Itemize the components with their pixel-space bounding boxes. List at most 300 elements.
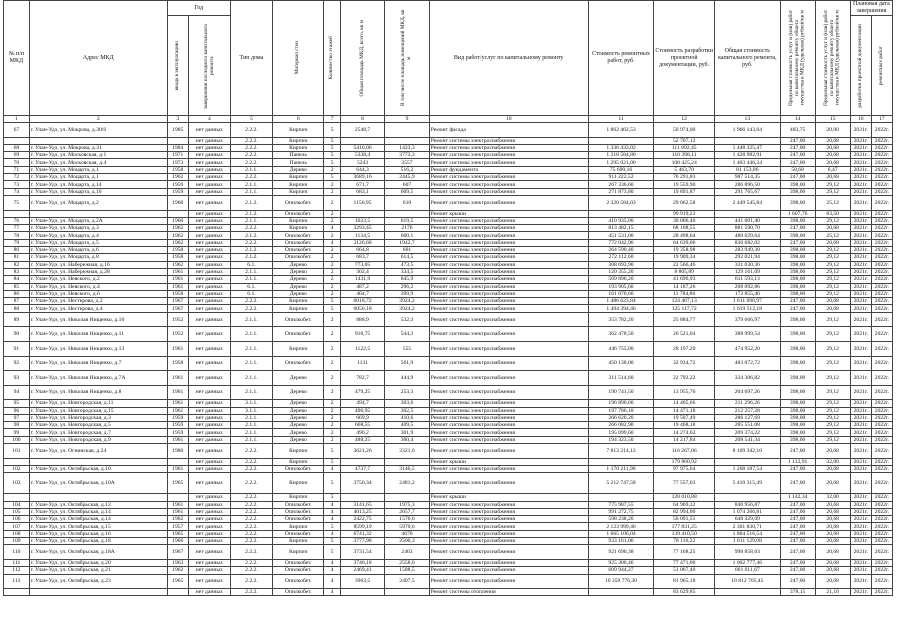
- cost-total: 1 268 187,54: [715, 465, 781, 472]
- address: г. Улан-Удэ, ул. Моцарта, д.4: [29, 232, 167, 239]
- unit-cost: 247,00: [780, 545, 815, 560]
- table-row: [4, 261, 893, 268]
- year-commission: 1980: [167, 444, 188, 459]
- work-type: Ремонт фасада: [429, 123, 588, 138]
- year-repair: нет данных: [188, 458, 230, 465]
- plan-works: 2022г.: [871, 385, 892, 400]
- wall-material: Опилкобет.: [273, 501, 324, 508]
- wall-material: Дерево: [273, 422, 324, 429]
- house-type: 2.1.1.: [230, 276, 272, 283]
- house-type: 2.1.1.: [230, 181, 272, 188]
- plan-works: 2022г.: [871, 508, 892, 515]
- year-commission: 1961: [167, 508, 188, 515]
- total-area: 3126,68: [340, 239, 384, 246]
- year-commission: 1961: [167, 436, 188, 443]
- house-type: 2.1.1.: [230, 188, 272, 195]
- unit-cost: 247,00: [780, 530, 815, 537]
- header-cost-works: Стоимость ремонтных работ, руб.: [588, 1, 654, 116]
- cost-total: 331 030,36: [715, 261, 781, 268]
- cost-design: 97 975,64: [654, 465, 715, 472]
- floors: 2: [324, 327, 340, 342]
- house-type: 2.2.2.: [230, 508, 272, 515]
- cost-design: 50 091,51: [654, 516, 715, 523]
- year-commission: 1984: [167, 144, 188, 151]
- work-type: Ремонт системы электроснабжения: [429, 305, 588, 312]
- row-number: 75: [4, 195, 30, 210]
- plan-design: 2021г.: [850, 429, 871, 436]
- floors: 5: [324, 494, 340, 501]
- year-repair: нет данных: [188, 144, 230, 151]
- address: г. Улан-Удэ, ул. Моцарта, д.1: [29, 174, 167, 181]
- living-area: [385, 123, 429, 138]
- unit-cost: 398,00: [780, 290, 815, 297]
- wall-material: Кирпич: [273, 144, 324, 151]
- wall-material: Опилкобет.: [273, 356, 324, 371]
- year-repair: нет данных: [188, 414, 230, 421]
- year-commission: 1961: [167, 385, 188, 400]
- year-commission: 1952: [167, 327, 188, 342]
- table-row: [4, 341, 893, 356]
- floors: 4: [324, 465, 340, 472]
- total-area: 8599,19: [340, 523, 384, 530]
- column-number: 2: [29, 116, 167, 123]
- year-repair: нет данных: [188, 407, 230, 414]
- house-type: 2.2.2.: [230, 159, 272, 166]
- living-area: 2176: [385, 225, 429, 232]
- address: г. Улан-Удэ, ул. Николая Нищенко, д.11: [29, 327, 167, 342]
- cost-works: 2 123 999,46: [588, 523, 654, 530]
- cost-works: 911 222,52: [588, 174, 654, 181]
- unit-cost-2: 29,12: [815, 414, 850, 421]
- work-type: Ремонт фундамента: [429, 166, 588, 173]
- work-type: Ремонт системы электроснабжения: [429, 508, 588, 515]
- year-commission: 1957: [167, 523, 188, 530]
- living-area: 1975,3: [385, 501, 429, 508]
- column-number: 12: [654, 116, 715, 123]
- cost-total: 840 956,87: [715, 501, 781, 508]
- work-type: Ремонт системы электроснабжения: [429, 371, 588, 386]
- address: г. Улан-Удэ, ул. Новгородская, д.3: [29, 414, 167, 421]
- total-area: 3750,34: [340, 473, 384, 494]
- total-area: 664,8: [340, 247, 384, 254]
- table-row: [4, 574, 893, 589]
- living-area: 2407,5: [385, 574, 429, 589]
- table-row: [4, 174, 893, 181]
- unit-cost-2: 20,68: [815, 567, 850, 574]
- house-type: 2.2.2.: [230, 574, 272, 589]
- living-area: 555: [385, 341, 429, 356]
- plan-design: 2021г.: [850, 473, 871, 494]
- living-area: 1423,3: [385, 144, 429, 151]
- plan-design: 2021г.: [850, 195, 871, 210]
- year-commission: 1961: [167, 268, 188, 275]
- unit-cost: 247,00: [780, 305, 815, 312]
- wall-material: Кирпич: [273, 473, 324, 494]
- floors: 5: [324, 545, 340, 560]
- table-row: [4, 195, 893, 210]
- unit-cost: 247,00: [780, 144, 815, 151]
- total-area: 404,7: [340, 290, 384, 297]
- row-number: [4, 137, 30, 144]
- cost-total: 1 448 325,47: [715, 144, 781, 151]
- unit-cost: 398,00: [780, 181, 815, 188]
- row-number: 91: [4, 341, 30, 356]
- living-area: 300,4: [385, 436, 429, 443]
- address: г. Улан-Удэ, ул. Мокрова, д.30/6: [29, 123, 167, 138]
- work-type: Ремонт крыши: [429, 210, 588, 217]
- address: г. Улан-Удэ, ул. Моцарта, д.16: [29, 188, 167, 195]
- plan-works: 2022г.: [871, 217, 892, 224]
- unit-cost: 247,00: [780, 159, 815, 166]
- wall-material: Опилкобет.: [273, 574, 324, 589]
- table-row: [4, 217, 893, 224]
- plan-works: 2022г.: [871, 414, 892, 421]
- unit-cost-2: 20,68: [815, 574, 850, 589]
- total-area: 669,9: [340, 414, 384, 421]
- year-commission: 1962: [167, 567, 188, 574]
- table-row: [4, 494, 893, 501]
- unit-cost-2: 25,12: [815, 232, 850, 239]
- table-row: [4, 188, 893, 195]
- column-number: 5: [230, 116, 272, 123]
- year-repair: нет данных: [188, 436, 230, 443]
- year-repair: нет данных: [188, 341, 230, 356]
- address: г. Улан-Удэ, ул. Московская, д.1: [29, 152, 167, 159]
- floors: 5: [324, 523, 340, 530]
- cost-total: 334 306,82: [715, 371, 781, 386]
- row-number: 104: [4, 501, 30, 508]
- plan-works: 2022г.: [871, 473, 892, 494]
- year-repair: нет данных: [188, 567, 230, 574]
- floors: 2: [324, 210, 340, 217]
- cost-total: 388 999,54: [715, 327, 781, 342]
- cost-works: 772 042,96: [588, 239, 654, 246]
- plan-design: 2021г.: [850, 247, 871, 254]
- unit-cost: 398,00: [780, 232, 815, 239]
- cost-works: [588, 458, 654, 465]
- header-plan-design: разработки проектной документации: [850, 16, 871, 116]
- table-row: [4, 530, 893, 537]
- wall-material: Дерево: [273, 283, 324, 290]
- total-area: 3141,65: [340, 501, 384, 508]
- row-number: 73: [4, 181, 30, 188]
- living-area: 607: [385, 181, 429, 188]
- plan-works: 2022г.: [871, 516, 892, 523]
- unit-cost: 1 142,34: [780, 494, 815, 501]
- year-repair: нет данных: [188, 225, 230, 232]
- total-area: 5338,4: [340, 152, 384, 159]
- plan-design: 2021г.: [850, 210, 871, 217]
- unit-cost-2: 32,00: [815, 494, 850, 501]
- floors: 2: [324, 283, 340, 290]
- row-number: 106: [4, 516, 30, 523]
- plan-works: 2022г.: [871, 341, 892, 356]
- row-number: 82: [4, 261, 30, 268]
- work-type: Ремонт системы электроснабжения: [429, 298, 588, 305]
- cost-total: 208 541,34: [715, 436, 781, 443]
- plan-design: 2021г.: [850, 538, 871, 545]
- floors: 5: [324, 298, 340, 305]
- plan-design: 2021г.: [850, 530, 871, 537]
- address: г. Улан-Удэ, ул. Моцарта, д.5: [29, 239, 167, 246]
- cost-total: 211 296,26: [715, 400, 781, 407]
- address: [29, 137, 167, 144]
- table-row: [4, 545, 893, 560]
- table-row: [4, 181, 893, 188]
- row-number: 78: [4, 232, 30, 239]
- year-repair: нет данных: [188, 356, 230, 371]
- living-area: 561,9: [385, 356, 429, 371]
- cost-design: 19 909,34: [654, 254, 715, 261]
- plan-works: 2022г.: [871, 567, 892, 574]
- floors: 4: [324, 239, 340, 246]
- row-number: 92: [4, 356, 30, 371]
- unit-cost: 398,00: [780, 261, 815, 268]
- house-type: 2.2.2.: [230, 137, 272, 144]
- table-row: [4, 210, 893, 217]
- work-type: Ремонт системы электроснабжения: [429, 341, 588, 356]
- year-commission: [167, 458, 188, 465]
- unit-cost: 1 607,76: [780, 210, 815, 217]
- unit-cost-2: 20,68: [815, 137, 850, 144]
- address: г. Улан-Удэ, ул. Новгородская, д.9: [29, 436, 167, 443]
- cost-total: 212 257,28: [715, 407, 781, 414]
- address: г. Улан-Удэ, ул. Мокрова, д.31: [29, 144, 167, 151]
- unit-cost: 247,00: [780, 225, 815, 232]
- unit-cost-2: 29,12: [815, 312, 850, 327]
- cost-total: 474 952,20: [715, 341, 781, 356]
- plan-design: 2021г.: [850, 261, 871, 268]
- work-type: Ремонт системы электроснабжения: [429, 144, 588, 151]
- row-number: 85: [4, 283, 30, 290]
- living-area: 600,1: [385, 232, 429, 239]
- address: г. Улан-Удэ, ул. Моцарта, д.3: [29, 225, 167, 232]
- plan-design: 2021г.: [850, 516, 871, 523]
- plan-design: 2021г.: [850, 181, 871, 188]
- year-repair: нет данных: [188, 538, 230, 545]
- work-type: Ремонт системы электроснабжения: [429, 414, 588, 421]
- row-number: 102: [4, 465, 30, 472]
- cost-works: 308 693,90: [588, 261, 654, 268]
- cost-works: [588, 589, 654, 596]
- plan-works: 2022г.: [871, 195, 892, 210]
- unit-cost: 398,00: [780, 385, 815, 400]
- house-type: 2.2.2.: [230, 298, 272, 305]
- plan-works: 2022г.: [871, 144, 892, 151]
- plan-design: 2021г.: [850, 290, 871, 297]
- header-floors: Количество этажей: [324, 1, 340, 116]
- cost-total: 208 092,86: [715, 283, 781, 290]
- floors: 5: [324, 152, 340, 159]
- address: г. Улан-Удэ, ул. Невского, д.2: [29, 276, 167, 283]
- address: г. Улан-Удэ, ул. Невского, д.4: [29, 283, 167, 290]
- address: г. Улан-Удэ, ул. Октябрьская, д.15: [29, 523, 167, 530]
- house-type: 2.2.2.: [230, 465, 272, 472]
- living-area: 2481,2: [385, 473, 429, 494]
- unit-cost-2: 29,12: [815, 283, 850, 290]
- year-repair: нет данных: [188, 385, 230, 400]
- year-commission: 1958: [167, 254, 188, 261]
- unit-cost-2: 20,68: [815, 473, 850, 494]
- unit-cost-2: 29,12: [815, 188, 850, 195]
- house-type: 2.1.1.: [230, 217, 272, 224]
- floors: 2: [324, 254, 340, 261]
- year-commission: 1961: [167, 371, 188, 386]
- plan-works: 2022г.: [871, 371, 892, 386]
- cost-design: 19 468,18: [654, 422, 715, 429]
- cost-total: 661 011,67: [715, 567, 781, 574]
- year-repair: нет данных: [188, 254, 230, 261]
- floors: 2: [324, 312, 340, 327]
- year-repair: нет данных: [188, 444, 230, 459]
- cost-works: 194 323,50: [588, 436, 654, 443]
- floors: 5: [324, 473, 340, 494]
- table-row: [4, 159, 893, 166]
- unit-cost: 398,00: [780, 247, 815, 254]
- floors: 4: [324, 567, 340, 574]
- total-area: [340, 458, 384, 465]
- year-commission: [167, 589, 188, 596]
- cost-total: 172 855,46: [715, 290, 781, 297]
- plan-works: 2022г.: [871, 261, 892, 268]
- unit-cost-2: 29,12: [815, 341, 850, 356]
- table-row: [4, 436, 893, 443]
- total-area: 2422,75: [340, 516, 384, 523]
- plan-design: 2021г.: [850, 400, 871, 407]
- total-area: 3293,45: [340, 225, 384, 232]
- floors: 4: [324, 589, 340, 596]
- house-type: 2.1.1.: [230, 341, 272, 356]
- year-repair: нет данных: [188, 181, 230, 188]
- cost-total: 881 590,70: [715, 225, 781, 232]
- unit-cost-2: 20,68: [815, 508, 850, 515]
- cost-design: 51 067,40: [654, 567, 715, 574]
- unit-cost: 398,00: [780, 312, 815, 327]
- wall-material: Кирпич: [273, 123, 324, 138]
- total-area: 683,7: [340, 254, 384, 261]
- unit-cost: 247,00: [780, 523, 815, 530]
- cost-design: 50 974,00: [654, 123, 715, 138]
- unit-cost-2: 29,12: [815, 371, 850, 386]
- living-area: 2657,7: [385, 508, 429, 515]
- year-repair: нет данных: [188, 545, 230, 560]
- cost-design: 64 969,32: [654, 501, 715, 508]
- unit-cost: 398,00: [780, 276, 815, 283]
- total-area: 671,7: [340, 181, 384, 188]
- floors: 5: [324, 174, 340, 181]
- row-number: 68: [4, 144, 30, 151]
- living-area: 2500,3: [385, 538, 429, 545]
- plan-design: 2021г.: [850, 239, 871, 246]
- total-area: 888,9: [340, 312, 384, 327]
- total-area: 4737,7: [340, 465, 384, 472]
- plan-works: 2022г.: [871, 174, 892, 181]
- floors: 2: [324, 371, 340, 386]
- year-commission: 1961: [167, 501, 188, 508]
- cost-design: 11 784,86: [654, 290, 715, 297]
- cost-works: 195 099,60: [588, 429, 654, 436]
- work-type: Ремонт системы электроснабжения: [429, 356, 588, 371]
- year-commission: 1967: [167, 305, 188, 312]
- unit-cost: 247,00: [780, 516, 815, 523]
- wall-material: Дерево: [273, 414, 324, 421]
- wall-material: Опилкобет.: [273, 232, 324, 239]
- cost-works: 75 690,16: [588, 166, 654, 173]
- cost-design: 64 639,06: [654, 239, 715, 246]
- living-area: 3557: [385, 159, 429, 166]
- address: г. Улан-Удэ, ул. Октябрьская, д.18А: [29, 545, 167, 560]
- cost-works: 10 359 776,30: [588, 574, 654, 589]
- table-row: [4, 225, 893, 232]
- year-repair: нет данных: [188, 559, 230, 566]
- cost-total: 286 896,50: [715, 181, 781, 188]
- house-type: 2.2.2.: [230, 174, 272, 181]
- unit-cost: 398,00: [780, 254, 815, 261]
- floors: 2: [324, 188, 340, 195]
- address: г. Улан-Удэ, ул. Октябрьская, д.14: [29, 508, 167, 515]
- house-type: 2.2.2.: [230, 530, 272, 537]
- row-number: 93: [4, 371, 30, 386]
- cost-design: 77 557,03: [654, 473, 715, 494]
- cost-works: 266 620,20: [588, 414, 654, 421]
- plan-works: 2022г.: [871, 232, 892, 239]
- living-area: [385, 458, 429, 465]
- cost-total: [715, 210, 781, 217]
- plan-works: 2022г.: [871, 422, 892, 429]
- living-area: 2463: [385, 545, 429, 560]
- row-number: 77: [4, 225, 30, 232]
- unit-cost: 247,00: [780, 298, 815, 305]
- year-commission: 1962: [167, 516, 188, 523]
- work-type: Ремонт системы электроснабжения: [429, 567, 588, 574]
- plan-works: 2022г.: [871, 276, 892, 283]
- cost-works: 2 320 584,03: [588, 195, 654, 210]
- table-row: [4, 254, 893, 261]
- row-number: 95: [4, 400, 30, 407]
- living-area: [385, 494, 429, 501]
- year-repair: нет данных: [188, 239, 230, 246]
- plan-works: 2022г.: [871, 188, 892, 195]
- cost-design: 108 425,24: [654, 159, 715, 166]
- header-plan-works: ремонтных работ: [871, 16, 892, 116]
- cost-total: 1 428 982,91: [715, 152, 781, 159]
- work-type: Ремонт системы электроснабжения: [429, 137, 588, 144]
- unit-cost-2: 29,12: [815, 400, 850, 407]
- unit-cost-2: 29,12: [815, 247, 850, 254]
- unit-cost: 247,00: [780, 473, 815, 494]
- cost-works: 197 786,10: [588, 407, 654, 414]
- living-area: 619,5: [385, 217, 429, 224]
- wall-material: Дерево: [273, 166, 324, 173]
- wall-material: Опилкобет.: [273, 516, 324, 523]
- address: [29, 210, 167, 217]
- year-repair: нет данных: [188, 305, 230, 312]
- header-address: Адрес МКД: [29, 1, 167, 116]
- unit-cost-2: 29,12: [815, 181, 850, 188]
- cost-works: 193 905,60: [588, 283, 654, 290]
- total-area: 683,1: [340, 188, 384, 195]
- address: [29, 494, 167, 501]
- living-area: 614,5: [385, 254, 429, 261]
- cost-total: 286 127,69: [715, 414, 781, 421]
- house-type: 2.2.2.: [230, 444, 272, 459]
- year-commission: 1961: [167, 407, 188, 414]
- work-type: Ремонт крыши: [429, 458, 588, 465]
- table-row: [4, 400, 893, 407]
- year-repair: нет данных: [188, 473, 230, 494]
- living-area: [385, 210, 429, 217]
- cost-works: 272 112,60: [588, 254, 654, 261]
